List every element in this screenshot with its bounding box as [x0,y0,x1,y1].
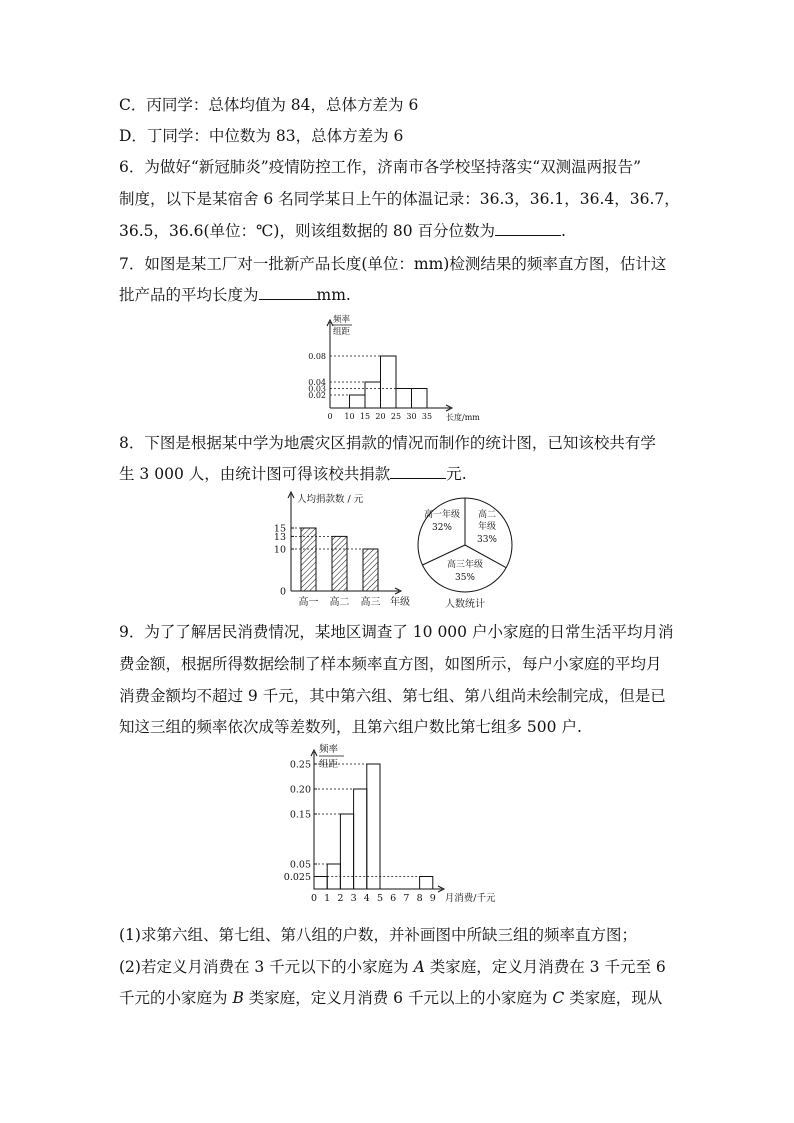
x-tick-label: 15 [359,412,371,421]
y-tick-label: 15 [273,523,286,535]
answer-blank[interactable] [495,221,561,236]
length-histogram [300,312,480,428]
q8-text: 生 3 000 人，由统计图可得该校共捐款 [119,465,391,483]
answer-blank[interactable] [390,464,446,479]
x-tick-label: 2 [337,893,344,904]
y-tick-label: 0.08 [308,352,326,361]
x-tick-label: 高二 [329,597,350,608]
donation-bar-chart [265,488,415,613]
q6-line-3 [119,221,566,241]
histogram-bar [420,877,433,890]
x-axis-label: 长度/mm [446,413,480,422]
histogram-bar [367,764,380,889]
text-seg: (2)若定义月消费在 3 千元以下的小家庭为 [119,958,414,976]
y-tick-label: 0 [279,586,286,598]
q7-line-1: 7．如图是某工厂对一批新产品长度(单位：mm)检测结果的频率直方图，估计这 [119,255,667,273]
class-a-label: A [413,958,425,976]
x-tick-label: 10 [344,412,355,421]
x-tick-label: 高三 [360,597,381,608]
q6-text: 36.5，36.6(单位：℃)，则该组数据的 80 百分位数为 [119,222,496,240]
q7-unit: mm. [316,286,351,304]
pie-slice-label-cont: 年级 [477,522,497,532]
x-tick-label: 25 [390,412,402,421]
q6-line-1: 6．为做好“新冠肺炎”疫情防控工作，济南市各学校坚持落实“双测温两报告” [119,158,642,176]
y-tick-label: 13 [273,531,286,543]
pie-caption: 人数统计 [445,599,485,610]
y-tick-label: 0.03 [308,384,326,394]
q9-line-2: 费金额，根据所得数据绘制了样本频率直方图，如图所示，每户小家庭的平均月 [119,655,662,673]
x-tick-label: 4 [363,893,370,904]
text-seg: 千元的小家庭为 [119,989,233,1007]
y-label-bottom: 组距 [319,759,339,770]
y-tick-label: 0.05 [289,859,311,871]
pie-slice-value: 33% [476,535,498,545]
q9-part1: (1)求第六组、第七组、第八组的户数，并补画图中所缺三组的频率直方图； [119,926,637,944]
x-tick-label: 30 [406,412,417,421]
q7-text: 批产品的平均长度为 [119,286,259,304]
y-tick-label: 0.20 [289,784,311,796]
x-tick-label: 8 [416,893,423,904]
x-tick-label: 5 [376,893,384,904]
q8-line-1: 8．下图是根据某中学为地震灾区捐款的情况而制作的统计图，已知该校共有学 [119,434,656,452]
x-tick-label: 1 [324,893,331,904]
donation-bar [301,528,316,591]
x-tick-label: 0 [327,412,333,421]
x-tick-label: 高一 [298,597,319,608]
x-tick-label: 6 [390,893,397,904]
y-label-bottom: 组距 [333,327,351,337]
text-seg: 类家庭，定义月消费 6 千元以上的小家庭为 [243,989,553,1007]
q9-part2-line-1 [119,957,666,977]
histogram-bar [354,789,367,889]
pie-slice-value: 35% [454,573,476,583]
q6-line-2: 制度，以下是某宿舍 6 名同学某日上午的体温记录：36.3，36.1，36.4，36.7， [119,190,680,208]
y-tick-label: 10 [273,544,286,556]
histogram-bar [396,389,412,409]
histogram-bar [365,382,381,408]
answer-blank[interactable] [259,285,317,300]
pie-slice-label: 高一年级 [423,510,461,520]
histogram-bar [314,877,327,890]
pie-slice-value: 32% [431,523,453,533]
y-tick-label: 0.15 [289,809,311,821]
q8-unit: 元. [446,465,467,483]
q9-part2-line-2 [119,988,662,1008]
y-tick-label: 0.02 [308,391,326,400]
y-tick-label: 0.04 [308,378,326,387]
x-axis-label: 月消费/千元 [444,893,496,904]
x-tick-label: 3 [350,893,357,904]
y-label-top: 频率 [319,744,339,755]
class-b-label: B [232,989,244,1007]
donation-bar [363,549,378,591]
text-seg: 类家庭，定义月消费在 3 千元至 6 [424,958,666,976]
option-d-line: D．丁同学：中位数为 83，总体方差为 6 [119,127,404,145]
q9-line-1: 9．为了了解居民消费情况，某地区调查了 10 000 户小家庭的日常生活平均月消 [119,623,674,641]
histogram-bar [412,389,428,409]
x-axis-label: 年级 [390,597,410,608]
q6-end: . [561,222,566,240]
x-tick-label: 7 [403,893,410,904]
text-seg: 类家庭，现从 [564,989,663,1007]
option-c-line: C．丙同学：总体均值为 84，总体方差为 6 [119,96,419,114]
q7-line-2 [119,285,351,305]
y-label-top: 频率 [333,315,351,325]
x-tick-label: 20 [375,412,386,421]
pie-slice-label: 高二 [477,510,497,520]
consumption-histogram [282,742,496,918]
histogram-bar [340,814,353,889]
x-tick-label: 35 [421,412,433,421]
y-tick-label: 0.025 [283,872,311,883]
x-tick-label: 9 [429,893,436,904]
grade-pie-chart [413,495,523,613]
histogram-bar [381,356,397,408]
q8-line-2 [119,464,467,484]
y-tick-label: 0.25 [289,759,311,771]
pie-slice-label: 高三年级 [446,560,484,570]
class-c-label: C [552,989,565,1007]
histogram-bar [350,395,366,408]
q9-line-3: 消费金额均不超过 9 千元，其中第六组、第七组、第八组尚未绘制完成，但是已 [119,687,666,705]
donation-bar [332,536,347,591]
y-axis-label: 人均捐款数 / 元 [297,494,364,505]
q9-line-4: 知这三组的频率依次成等差数列，且第六组户数比第七组多 500 户. [119,718,582,736]
x-tick-label: 0 [310,893,318,904]
